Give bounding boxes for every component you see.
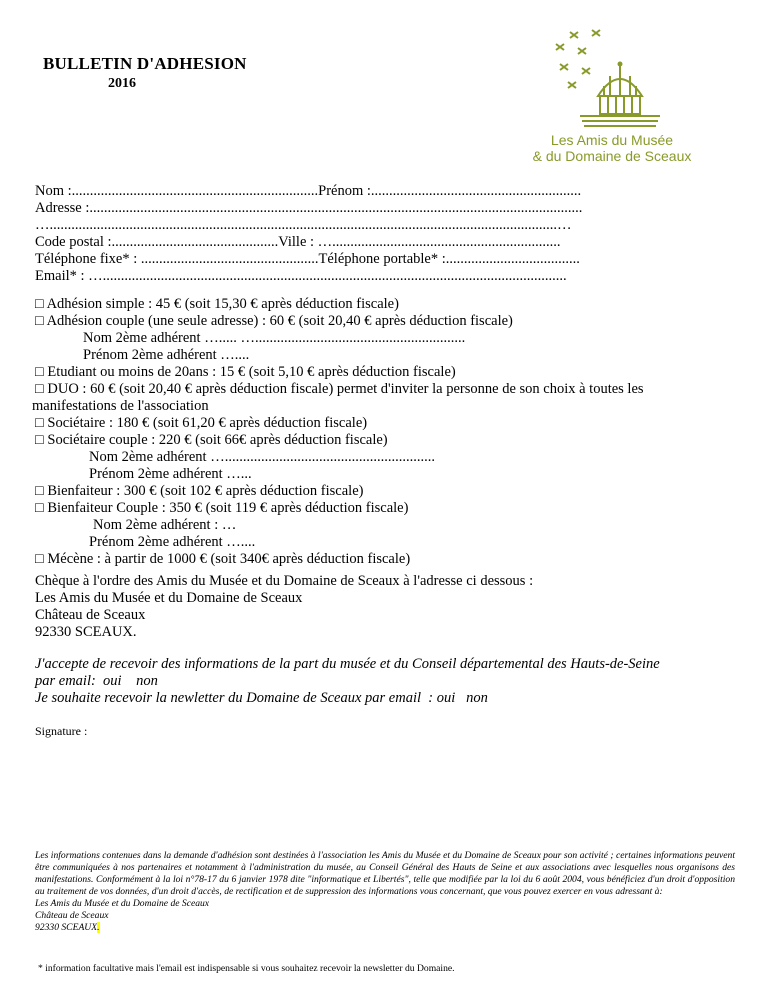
cheque-line-1: Chèque à l'ordre des Amis du Musée et du Domaine de Sceaux à l'adresse ci dessous : xyxy=(35,573,534,589)
second-member-name[interactable]: Nom 2ème adhérent ….......................................................... xyxy=(89,449,435,465)
membership-options xyxy=(32,296,735,568)
page-year: 2016 xyxy=(108,76,136,91)
option-mecene[interactable]: □ Mécène : à partir de 1000 € (soit 340€ après déduction fiscale) xyxy=(35,551,411,567)
footnote: * information facultative mais l'email est indispensable si vous souhaitez recevoir la newsletter du Domaine. xyxy=(38,963,455,974)
bird-icon xyxy=(560,64,568,70)
payment-instructions xyxy=(35,573,533,641)
option-duo-continued: manifestations de l'association xyxy=(32,398,209,414)
phone-field[interactable]: Téléphone fixe* : .................................................Téléphone portable* :..................................... xyxy=(35,251,580,267)
consent-line-1: J'accepte de recevoir des informations de la part du musée et du Conseil départemental des Hauts-de-Seine xyxy=(35,656,660,672)
second-member-name[interactable]: Nom 2ème adhérent …..... ….......................................................... xyxy=(83,330,466,346)
option-bienfaiteur[interactable]: □ Bienfaiteur : 300 € (soit 102 € après déduction fiscale) xyxy=(35,483,364,499)
bird-icon xyxy=(592,30,600,36)
legal-address-3 xyxy=(35,922,735,934)
option-student[interactable]: □ Etudiant ou moins de 20ans : 15 € (soit 5,10 € après déduction fiscale) xyxy=(35,364,456,380)
newsletter-choice[interactable]: Je souhaite recevoir la newletter du Domaine de Sceaux par email : oui non xyxy=(35,690,488,706)
signature-label: Signature : xyxy=(35,724,88,738)
legal-address-city: 92330 SCEAUX xyxy=(35,922,98,933)
cheque-line-2: Les Amis du Musée et du Domaine de Sceaux xyxy=(35,590,303,606)
option-societaire[interactable]: □ Sociétaire : 180 € (soit 61,20 € après déduction fiscale) xyxy=(35,415,368,431)
option-couple[interactable]: □ Adhésion couple (une seule adresse) : 60 € (soit 20,40 € après déduction fiscale) xyxy=(35,313,513,329)
consent-section xyxy=(35,656,660,707)
address-field[interactable]: Adresse :........................................................................................................................................ xyxy=(35,200,583,216)
legal-address-2: Château de Sceaux xyxy=(35,910,109,921)
name-field[interactable]: Nom :....................................................................Prénom :.......................................................... xyxy=(35,183,582,199)
bird-icon xyxy=(556,44,564,50)
bird-icon xyxy=(570,32,578,38)
logo-text xyxy=(522,132,702,164)
second-member-firstname[interactable]: Prénom 2ème adhérent …... xyxy=(89,466,252,482)
logo-line-1: Les Amis du Musée xyxy=(550,132,674,148)
option-bienfaiteur-couple[interactable]: □ Bienfaiteur Couple : 350 € (soit 119 € après déduction fiscale) xyxy=(35,500,409,516)
consent-email-choice[interactable]: par email: oui non xyxy=(35,673,158,689)
page-title: BULLETIN D'ADHESION xyxy=(43,54,247,73)
cheque-line-3: Château de Sceaux xyxy=(35,607,146,623)
highlight-mark: . xyxy=(97,922,100,933)
contact-form xyxy=(35,183,725,285)
bird-icon xyxy=(582,68,590,74)
option-duo[interactable]: □ DUO : 60 € (soit 20,40 € après déduction fiscale) permet d'inviter la personne de son choix à toutes les xyxy=(35,381,644,397)
email-field[interactable]: Email* : …................................................................................................................................ xyxy=(35,268,567,284)
cheque-line-4: 92330 SCEAUX. xyxy=(35,624,137,640)
option-simple[interactable]: □ Adhésion simple : 45 € (soit 15,30 € après déduction fiscale) xyxy=(35,296,399,312)
option-societaire-couple[interactable]: □ Sociétaire couple : 220 € (soit 66€ après déduction fiscale) xyxy=(35,432,388,448)
legal-paragraph: Les informations contenues dans la demande d'adhésion sont destinées à l'association les Amis du Musée et du Domaine de Sceaux pour son activité ; certaines informations peuvent être communiquées à nos partenaires et notamment à l'administration du musée, au Conseil Général des Hauts de Seine et aux associations avec lesquelles nous organisons des manifestations. Conformément à la loi n°78-17 du 6 janvier 1978 dite "informatique et Libertés", telle que modifiée par la loi du 6 août 2004, vous bénéficiez d'un droit d'opposition au traitement de vos données, d'un droit d'accès, de rectification et de suppression des informations vous concernant, que vous pouvez exercer en vous adressant à: xyxy=(35,850,735,897)
second-member-name[interactable]: Nom 2ème adhérent : … xyxy=(93,517,237,533)
legal-address-1: Les Amis du Musée et du Domaine de Sceaux xyxy=(35,898,210,909)
legal-notice xyxy=(35,850,735,934)
logo-line-2: & du Domaine de Sceaux xyxy=(532,148,692,164)
postal-code-field[interactable]: Code postal :..............................................Ville : …............................................................... xyxy=(35,234,561,250)
second-member-firstname[interactable]: Prénom 2ème adhérent ….... xyxy=(89,534,256,550)
second-member-firstname[interactable]: Prénom 2ème adhérent ….... xyxy=(83,347,250,363)
bird-icon xyxy=(578,48,586,54)
address-field-2[interactable]: …............................................................................................................................................… xyxy=(35,217,572,233)
bird-icon xyxy=(568,82,576,88)
